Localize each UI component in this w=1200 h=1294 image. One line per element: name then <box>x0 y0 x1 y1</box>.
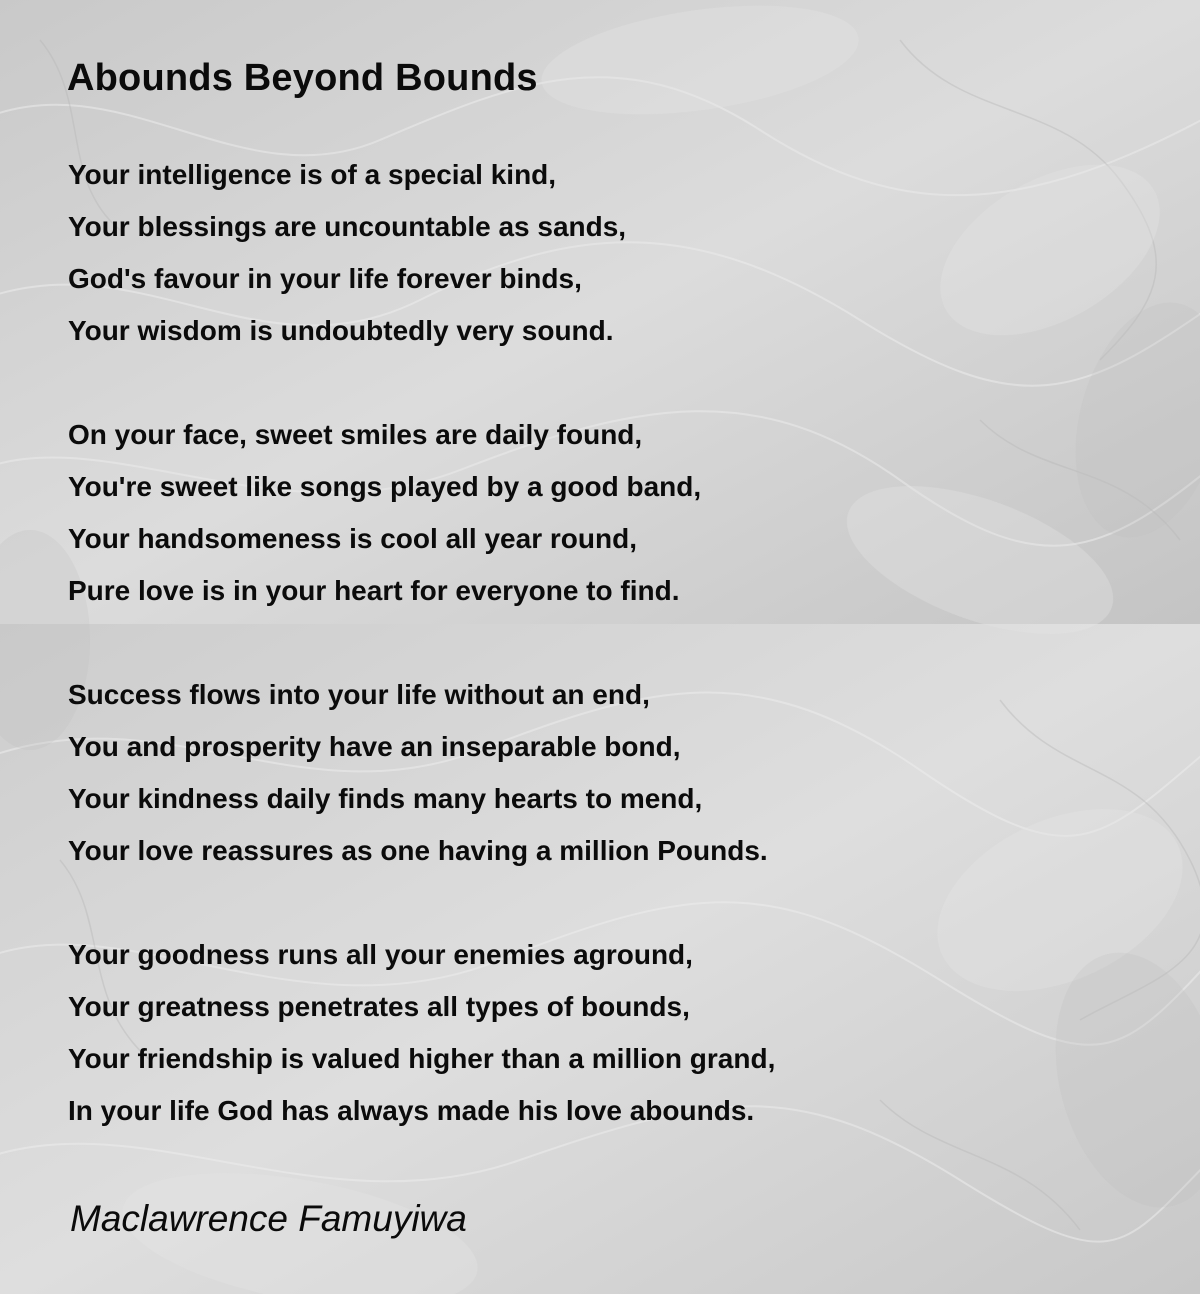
poem-line: Your goodness runs all your enemies aground, <box>68 939 693 970</box>
poem-line: You're sweet like songs played by a good band, <box>68 471 702 502</box>
stanza-4 <box>68 929 775 1137</box>
poem-line: Your friendship is valued higher than a million grand, <box>68 1043 776 1074</box>
poem-line: You and prosperity have an inseparable bond, <box>68 731 681 762</box>
poem-line: Your love reassures as one having a million Pounds. <box>68 835 768 866</box>
poem-line: God's favour in your life forever binds, <box>68 263 582 294</box>
poem-line: Your greatness penetrates all types of bounds, <box>68 991 690 1022</box>
poem-line: Your kindness daily finds many hearts to mend, <box>68 783 703 814</box>
poem-author: Maclawrence Famuyiwa <box>70 1198 467 1239</box>
stanza-3 <box>68 669 768 877</box>
poem-line: Your blessings are uncountable as sands, <box>68 211 627 242</box>
poem-line: Success flows into your life without an end, <box>68 679 650 710</box>
stanza-2 <box>68 409 701 617</box>
poem-line: Pure love is in your heart for everyone to find. <box>68 575 680 606</box>
poem-title: Abounds Beyond Bounds <box>67 57 538 99</box>
poem-line: Your handsomeness is cool all year round, <box>68 523 637 554</box>
stanza-1 <box>68 149 626 357</box>
poem-line: Your wisdom is undoubtedly very sound. <box>68 315 614 346</box>
poem-line: Your intelligence is of a special kind, <box>68 159 557 190</box>
poem-line: On your face, sweet smiles are daily found, <box>68 419 643 450</box>
poem-line: In your life God has always made his love abounds. <box>68 1095 755 1126</box>
